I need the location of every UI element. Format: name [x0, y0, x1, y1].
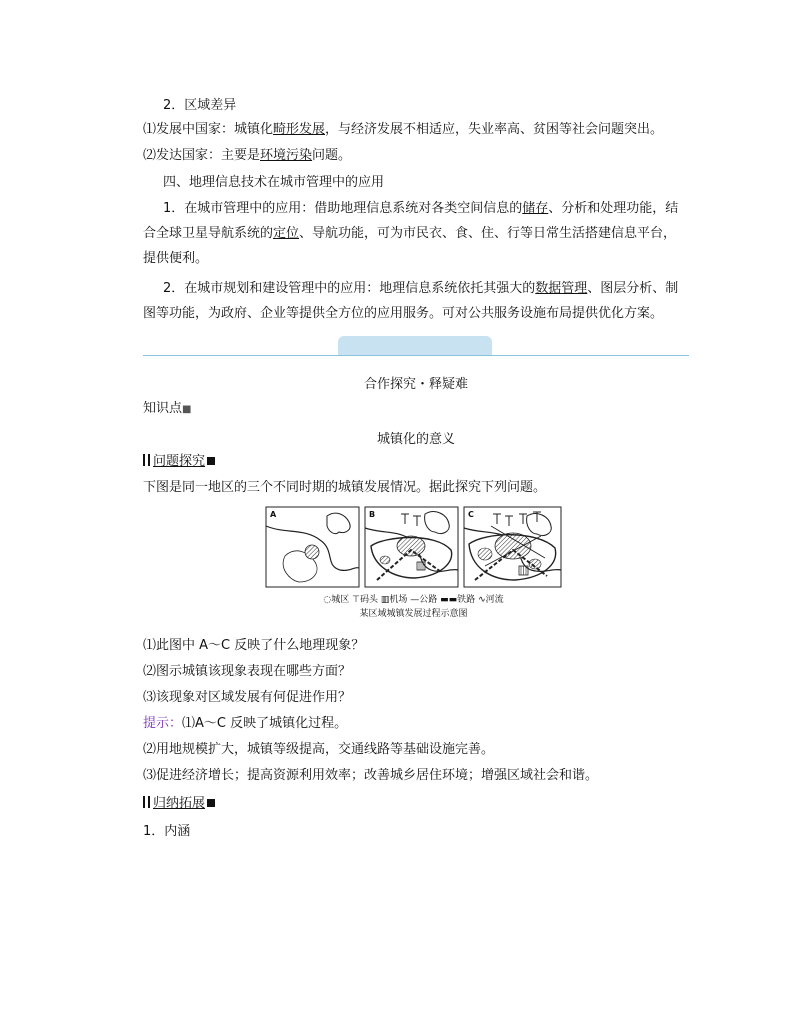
section-separator-tab	[338, 336, 492, 355]
panel-label-a: A	[270, 510, 277, 519]
railway-icon: ▬▬	[440, 595, 458, 605]
summary-item-1: 1．内涵	[143, 824, 191, 839]
header-square-icon	[207, 457, 215, 465]
header-bar-icon	[148, 796, 150, 808]
developing-countries-line: ⑴发展中国家：城镇化畸形发展，与经济发展不相适应，失业率高、贫困等社会问题突出。	[143, 122, 664, 137]
developed-countries-line: ⑵发达国家：主要是环境污染问题。	[143, 148, 352, 163]
section-separator-line	[143, 355, 689, 356]
city-area-icon: ◌	[323, 595, 332, 605]
knowledge-point-mark: ■	[182, 404, 192, 415]
header-bar-icon	[143, 454, 145, 466]
panel-label-c: C	[468, 510, 474, 519]
topic-title: 城镇化的意义	[376, 432, 455, 447]
answer-2: ⑵用地规模扩大，城镇等级提高，交通线路等基础设施完善。	[143, 742, 495, 757]
header-square-icon	[207, 799, 215, 807]
summary-header: 归纳拓展	[143, 794, 215, 813]
urbanization-process-figure	[265, 506, 562, 589]
hint-label: 提示：	[143, 716, 183, 731]
dock-icon: ⊤	[352, 595, 360, 605]
figure-panel-a	[266, 507, 359, 587]
gis-urban-management-paragraph: 1．在城市管理中的应用：借助地理信息系统对各类空间信息的储存、分析和处理功能，结合全球卫星导航系统的定位、导航功能，可为市民衣、食、住、行等日常生活搭建信息平台，提供便利。	[143, 201, 679, 266]
panel-label-b: B	[369, 510, 376, 519]
figure-legend: ◌城区 ⊤码头 ▥机场 —公路 ▬▬铁路 ∿河流	[323, 595, 504, 605]
inquiry-intro: 下图是同一地区的三个不同时期的城镇发展情况。据此探究下列问题。	[143, 480, 547, 495]
header-bar-icon	[148, 454, 150, 466]
inquiry-header: 问题探究	[143, 452, 215, 471]
figure-caption: 某区域城镇发展过程示意图	[359, 609, 468, 619]
question-2: ⑵图示城镇该现象表现在哪些方面？	[143, 664, 352, 679]
highway-icon: —	[410, 595, 420, 605]
section-title-regional-difference: 2．区域差异	[163, 98, 237, 113]
answer-1: 提示：⑴A～C 反映了城镇化过程。	[143, 716, 348, 731]
gis-urban-planning-paragraph: 2．在城市规划和建设管理中的应用：地理信息系统依托其强大的数据管理、图层分析、制图等功能，为政府、企业等提供全方位的应用服务。可对公共服务设施布局提供优化方案。	[143, 281, 679, 321]
question-1: ⑴此图中 A～C 反映了什么地理现象？	[143, 638, 365, 653]
section-title-gis: 四、地理信息技术在城市管理中的应用	[163, 175, 385, 190]
knowledge-point-label: 知识点■	[143, 401, 192, 416]
river-icon: ∿	[478, 595, 486, 605]
header-bar-icon	[143, 796, 145, 808]
figure-panel-b	[365, 507, 458, 587]
figure-panel-c	[464, 507, 561, 587]
airport-icon: ▥	[380, 595, 390, 605]
question-3: ⑶该现象对区域发展有何促进作用？	[143, 690, 352, 705]
answer-3: ⑶促进经济增长；提高资源利用效率；改善城乡居住环境；增强区域社会和谐。	[143, 768, 599, 783]
cooperate-title: 合作探究・释疑难	[363, 377, 468, 392]
